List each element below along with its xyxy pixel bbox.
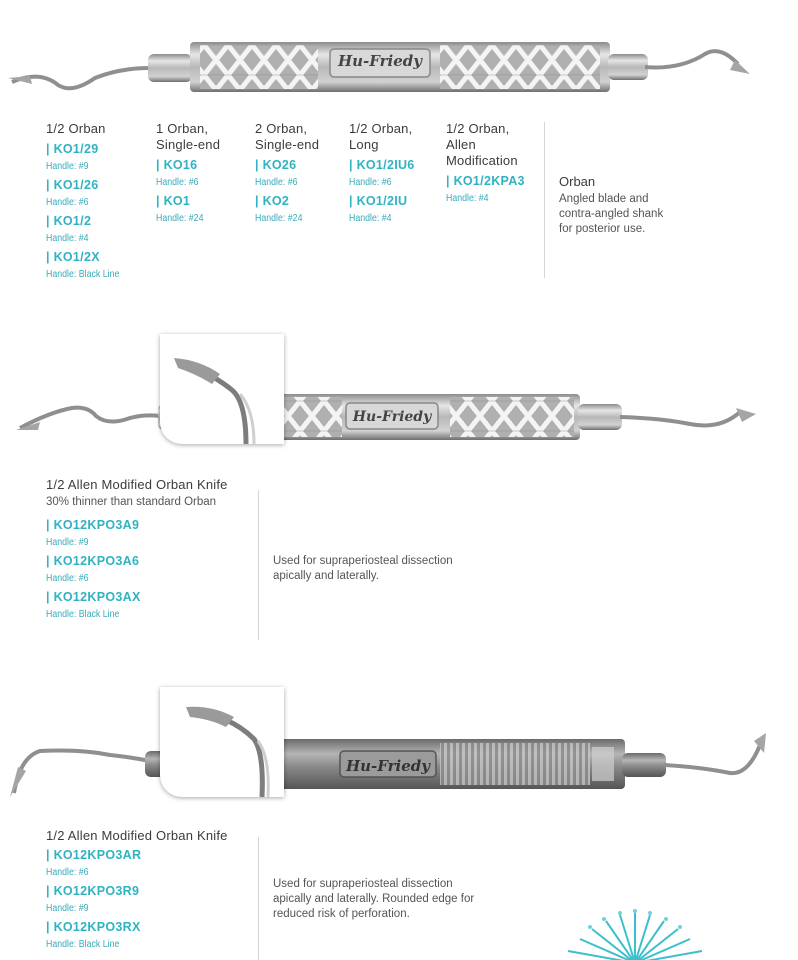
instrument-2-section xyxy=(0,330,798,650)
handle-label: Handle: #4 xyxy=(349,213,392,224)
product-code: | KO16 xyxy=(156,158,198,172)
description-text: Angled blade and contra-angled shank for posterior use. xyxy=(559,193,664,235)
product-code: | KO12KPO3RX xyxy=(46,920,141,934)
instrument-3-section xyxy=(0,685,798,960)
divider xyxy=(258,837,259,960)
handle-label: Handle: #6 xyxy=(255,177,298,188)
blade-tip-icon xyxy=(160,334,284,444)
product-code: | KO1/2 xyxy=(46,214,92,228)
description-block xyxy=(559,174,739,237)
column-title: 1 Orban, Single-end xyxy=(156,121,221,152)
product-code: | KO12KPO3AX xyxy=(46,590,141,604)
column-title: 1/2 Orban xyxy=(46,121,106,136)
description-text: Used for supraperiosteal dissection apically and laterally. xyxy=(273,555,453,582)
handle-label: Handle: Black Line xyxy=(46,609,120,620)
handle-label: Handle: #9 xyxy=(46,161,89,172)
handle-label: Handle: #4 xyxy=(46,233,89,244)
product-code: | KO2 xyxy=(255,194,290,208)
product-code: | KO26 xyxy=(255,158,297,172)
handle-label: Handle: #6 xyxy=(46,867,89,878)
product-code: | KO12KPO3R9 xyxy=(46,884,140,898)
product-block xyxy=(46,477,276,621)
tip-detail-inset xyxy=(160,687,284,797)
product-code: | KO1/2KPA3 xyxy=(446,174,525,188)
product-code: | KO1/2IU xyxy=(349,194,408,208)
handle-label: Handle: #6 xyxy=(156,177,199,188)
blade-tip-icon xyxy=(160,687,284,797)
column-half-orban xyxy=(46,121,156,281)
handle-label: Handle: #9 xyxy=(46,537,89,548)
product-code: | KO1/26 xyxy=(46,178,99,192)
product-code: | KO12KPO3AR xyxy=(46,848,142,862)
description-text: Used for supraperiosteal dissection apically and laterally. Rounded edge for reduced risk of perforation. xyxy=(273,878,475,920)
brand-logo: Hu-Friedy xyxy=(352,409,432,425)
product-code: | KO12KPO3A9 xyxy=(46,518,140,532)
product-code: | KO1/29 xyxy=(46,142,99,156)
handle-label: Handle: #9 xyxy=(46,903,89,914)
handle-label: Handle: #6 xyxy=(349,177,392,188)
column-half-orban-allen xyxy=(446,121,556,205)
product-code: | KO12KPO3A6 xyxy=(46,554,140,568)
decorative-burst-icon xyxy=(540,903,730,960)
product-title: 1/2 Allen Modified Orban Knife xyxy=(46,477,228,492)
divider xyxy=(544,122,545,278)
handle-label: Handle: #24 xyxy=(156,213,204,224)
product-title: 1/2 Allen Modified Orban Knife xyxy=(46,828,228,843)
column-one-orban-single-end xyxy=(156,121,266,225)
instrument-1-section xyxy=(0,0,798,300)
column-half-orban-long xyxy=(349,121,459,225)
product-subtitle: 30% thinner than standard Orban xyxy=(46,496,217,508)
handle-label: Handle: #6 xyxy=(46,573,89,584)
product-code: | KO1/2X xyxy=(46,250,100,264)
handle-label: Handle: #24 xyxy=(255,213,303,224)
tip-detail-inset xyxy=(160,334,284,444)
column-title: 1/2 Orban, Allen Modification xyxy=(446,121,518,168)
column-title: 1/2 Orban, Long xyxy=(349,121,413,152)
product-code: | KO1/2IU6 xyxy=(349,158,415,172)
product-block xyxy=(46,828,276,951)
handle-label: Handle: #6 xyxy=(46,197,89,208)
handle-label: Handle: #4 xyxy=(446,193,489,204)
handle-label: Handle: Black Line xyxy=(46,269,120,280)
brand-logo: Hu-Friedy xyxy=(345,757,431,775)
brand-logo: Hu-Friedy xyxy=(337,52,423,70)
product-code: | KO1 xyxy=(156,194,191,208)
column-title: 2 Orban, Single-end xyxy=(255,121,320,152)
handle-label: Handle: Black Line xyxy=(46,939,120,950)
divider xyxy=(258,490,259,640)
description-title: Orban xyxy=(559,174,596,189)
